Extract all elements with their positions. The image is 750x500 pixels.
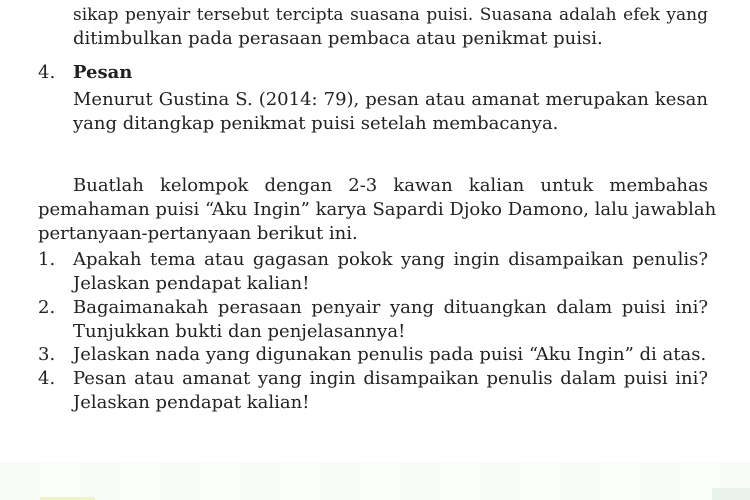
- intro-line: pemahaman puisi “Aku Ingin” karya Sapardi Djoko Damono, lalu jawablah: [38, 199, 717, 220]
- question-line: Jelaskan pendapat kalian!: [73, 273, 310, 294]
- paragraph-line: ditimbulkan pada perasaan pembaca atau penikmat puisi.: [73, 28, 603, 49]
- question-number: 1.: [38, 249, 56, 270]
- question-line: Tunjukkan bukti dan penjelasannya!: [73, 321, 406, 342]
- question-line: Pesan atau amanat yang ingin disampaikan penulis dalam puisi ini?: [73, 368, 708, 389]
- decorative-tab: [712, 488, 750, 500]
- intro-line: pertanyaan-pertanyaan berikut ini.: [38, 223, 358, 244]
- question-number: 3.: [38, 344, 56, 365]
- question-number: 2.: [38, 297, 56, 318]
- question-line: Jelaskan pendapat kalian!: [73, 392, 310, 413]
- question-line: Bagaimanakah perasaan penyair yang dituangkan dalam puisi ini?: [73, 297, 708, 318]
- paragraph-line: yang ditangkap penikmat puisi setelah membacanya.: [73, 113, 559, 134]
- question-line: Apakah tema atau gagasan pokok yang ingin disampaikan penulis?: [73, 249, 708, 270]
- section-number: 4.: [38, 62, 56, 83]
- page-bottom-band: [0, 462, 750, 500]
- paragraph-line: sikap penyair tersebut tercipta suasana puisi. Suasana adalah efek yang: [73, 5, 708, 25]
- question-number: 4.: [38, 368, 56, 389]
- section-title: Pesan: [73, 62, 133, 83]
- paragraph-line: Menurut Gustina S. (2014: 79), pesan atau amanat merupakan kesan: [73, 89, 708, 110]
- question-line: Jelaskan nada yang digunakan penulis pada puisi “Aku Ingin” di atas.: [73, 344, 707, 365]
- intro-line: Buatlah kelompok dengan 2-3 kawan kalian untuk membahas: [73, 175, 708, 196]
